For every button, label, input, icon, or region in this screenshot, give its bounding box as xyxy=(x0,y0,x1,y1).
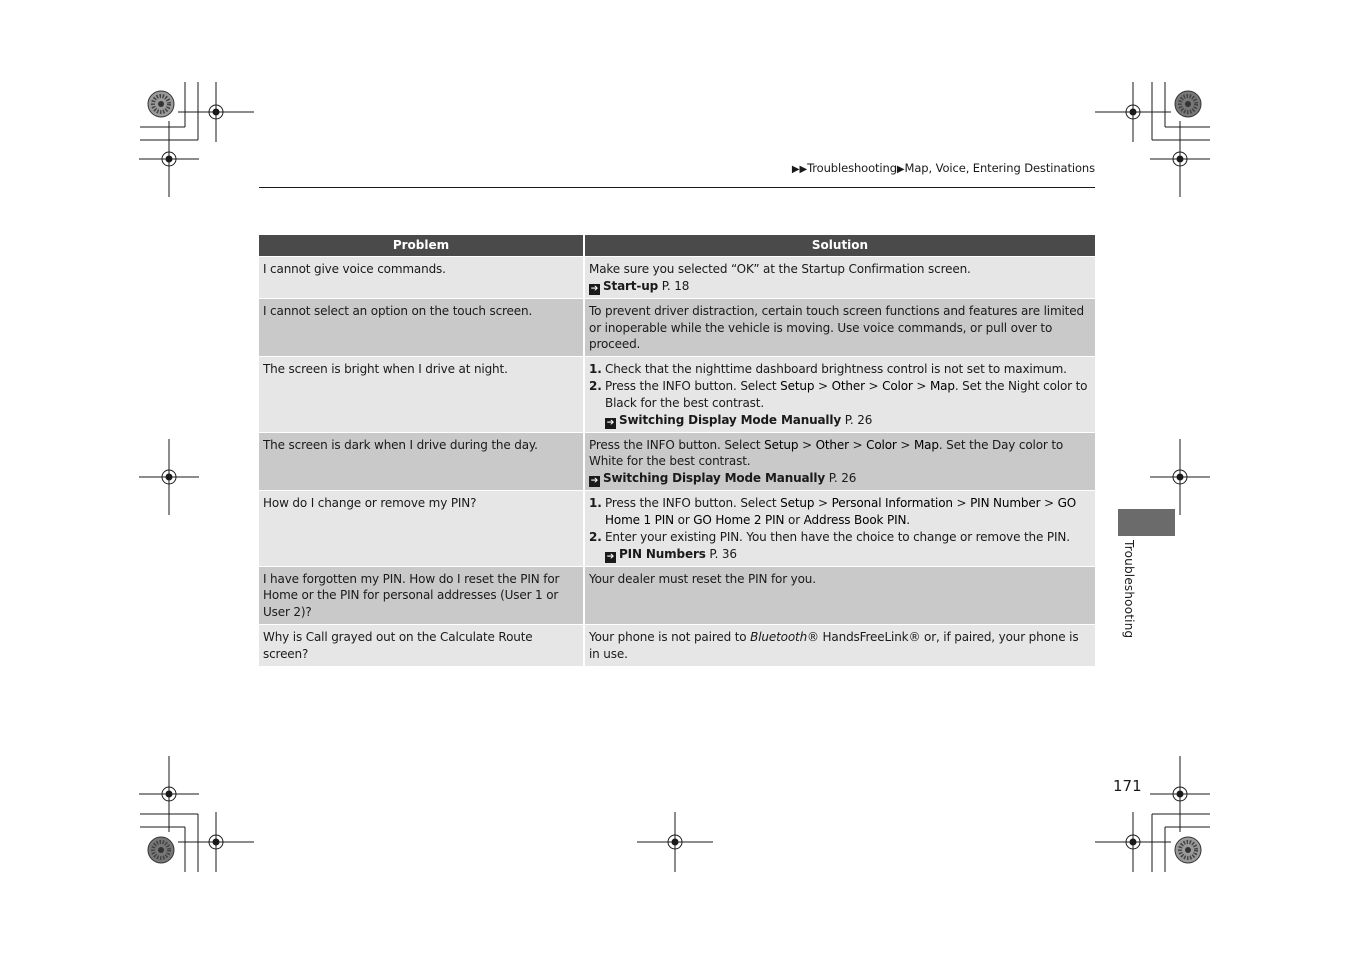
reference-page: P. 26 xyxy=(828,471,857,486)
menu-setup: Setup xyxy=(780,378,815,393)
header-rule xyxy=(259,187,1095,188)
problem-cell: I cannot select an option on the touch screen. xyxy=(259,298,585,356)
menu-separator: > xyxy=(912,378,930,393)
step-text: or xyxy=(784,512,804,527)
step-number: 2. xyxy=(589,378,602,393)
table-row xyxy=(259,432,1095,491)
problem-cell: How do I change or remove my PIN? xyxy=(259,490,585,565)
problem-cell: The screen is bright when I drive at night. xyxy=(259,356,585,431)
menu-address-book-pin: Address Book PIN xyxy=(803,512,907,527)
step-item xyxy=(589,378,1091,429)
breadcrumb-topic: Map, Voice, Entering Destinations xyxy=(904,161,1095,175)
reference-arrow-icon: ➔ xyxy=(606,417,615,428)
problem-cell: Why is Call grayed out on the Calculate Route screen? xyxy=(259,624,585,666)
reference-page: P. 36 xyxy=(709,546,737,561)
menu-color: Color xyxy=(882,378,913,393)
step-text: Press the INFO button. Select xyxy=(605,496,781,511)
table-row xyxy=(259,356,1095,431)
reference-arrow-icon: ➔ xyxy=(590,476,599,487)
menu-personal-information: Personal Information xyxy=(831,496,953,511)
step-text: . Set the Night color to Black for the best contrast. xyxy=(605,378,1088,410)
solution-steps xyxy=(589,361,1091,428)
reference-title: Switching Display Mode Manually xyxy=(619,412,842,427)
step-number: 1. xyxy=(589,362,602,377)
menu-separator: > xyxy=(864,378,883,393)
step-text: or xyxy=(673,512,694,527)
section-tab[interactable] xyxy=(1118,509,1175,536)
solution-cell xyxy=(585,490,1095,565)
problem-cell: I have forgotten my PIN. How do I reset the PIN for Home or the PIN for personal addresses (User 1 or User 2)? xyxy=(259,566,585,624)
menu-separator: > xyxy=(814,496,832,511)
cross-reference-link[interactable] xyxy=(605,546,1091,563)
step-number: 1. xyxy=(589,496,602,511)
table-row xyxy=(259,624,1095,666)
menu-pin-number: PIN Number xyxy=(970,496,1041,511)
step-text: . xyxy=(906,512,910,527)
menu-setup: Setup xyxy=(780,496,815,511)
page-number: 171 xyxy=(1113,777,1142,795)
cross-reference-link[interactable] xyxy=(589,278,1091,295)
table-row xyxy=(259,566,1095,624)
solution-steps xyxy=(589,495,1091,562)
menu-map: Map xyxy=(913,437,939,452)
step-text: Press the INFO button. Select xyxy=(605,378,781,393)
table-row xyxy=(259,490,1095,565)
step-item xyxy=(589,529,1091,563)
menu-separator: > xyxy=(798,437,816,452)
solution-cell xyxy=(585,624,1095,666)
menu-color: Color xyxy=(866,437,897,452)
menu-separator: > xyxy=(1040,496,1058,511)
table-row xyxy=(259,256,1095,298)
solution-text-part: Press the INFO button. Select xyxy=(589,437,765,452)
solution-text-part: ® HandsFreeLink® or, if paired, your phone is in use. xyxy=(589,629,1079,661)
solution-cell xyxy=(585,356,1095,431)
column-header-problem: Problem xyxy=(259,235,585,256)
menu-separator: > xyxy=(848,437,867,452)
menu-separator: > xyxy=(896,437,914,452)
step-text: Check that the nighttime dashboard brightness control is not set to maximum. xyxy=(605,362,1067,377)
bluetooth-term: Bluetooth xyxy=(750,629,808,644)
menu-separator: > xyxy=(952,496,971,511)
problem-cell: I cannot give voice commands. xyxy=(259,256,585,298)
solution-text-part: . Set the Day color to White for the best contrast. xyxy=(589,437,1064,469)
breadcrumb-arrows-icon: ▶▶ xyxy=(791,164,808,175)
reference-title: PIN Numbers xyxy=(619,546,706,561)
column-header-solution: Solution xyxy=(585,235,1095,256)
step-number: 2. xyxy=(589,529,602,544)
solution-text xyxy=(589,437,1091,471)
menu-other: Other xyxy=(831,378,865,393)
cross-reference-link[interactable] xyxy=(605,412,1091,429)
breadcrumb-separator-icon: ▶ xyxy=(896,164,905,175)
troubleshooting-table xyxy=(259,235,1095,666)
solution-cell: To prevent driver distraction, certain touch screen functions and features are limited or inoperable while the vehicle is moving. Use voice commands, or pull over to proceed. xyxy=(585,298,1095,356)
menu-map: Map xyxy=(929,378,955,393)
breadcrumb xyxy=(792,161,1095,175)
solution-cell xyxy=(585,256,1095,298)
cross-reference-link[interactable] xyxy=(589,470,1091,487)
menu-separator: > xyxy=(814,378,832,393)
menu-go-home-1-pin: GO Home 1 PIN xyxy=(605,496,1077,527)
breadcrumb-section[interactable]: Troubleshooting xyxy=(807,161,897,175)
solution-text: Make sure you selected “OK” at the Startup Confirmation screen. xyxy=(589,262,971,276)
reference-title: Start-up xyxy=(603,278,659,293)
step-text: Enter your existing PIN. You then have the choice to change or remove the PIN. xyxy=(605,529,1070,544)
section-tab-label: Troubleshooting xyxy=(1122,540,1136,639)
menu-setup: Setup xyxy=(764,437,799,452)
reference-page: P. 18 xyxy=(661,278,690,293)
solution-cell: Your dealer must reset the PIN for you. xyxy=(585,566,1095,624)
step-item xyxy=(589,495,1091,529)
reference-page: P. 26 xyxy=(844,412,873,427)
step-item xyxy=(589,361,1091,378)
reference-arrow-icon: ➔ xyxy=(606,551,615,562)
solution-cell xyxy=(585,432,1095,491)
problem-cell: The screen is dark when I drive during the day. xyxy=(259,432,585,491)
solution-text-part: Your phone is not paired to xyxy=(589,629,751,644)
reference-title: Switching Display Mode Manually xyxy=(603,471,826,486)
menu-other: Other xyxy=(815,437,849,452)
menu-go-home-2-pin: GO Home 2 PIN xyxy=(693,512,785,527)
table-row xyxy=(259,298,1095,356)
reference-arrow-icon: ➔ xyxy=(590,283,599,294)
